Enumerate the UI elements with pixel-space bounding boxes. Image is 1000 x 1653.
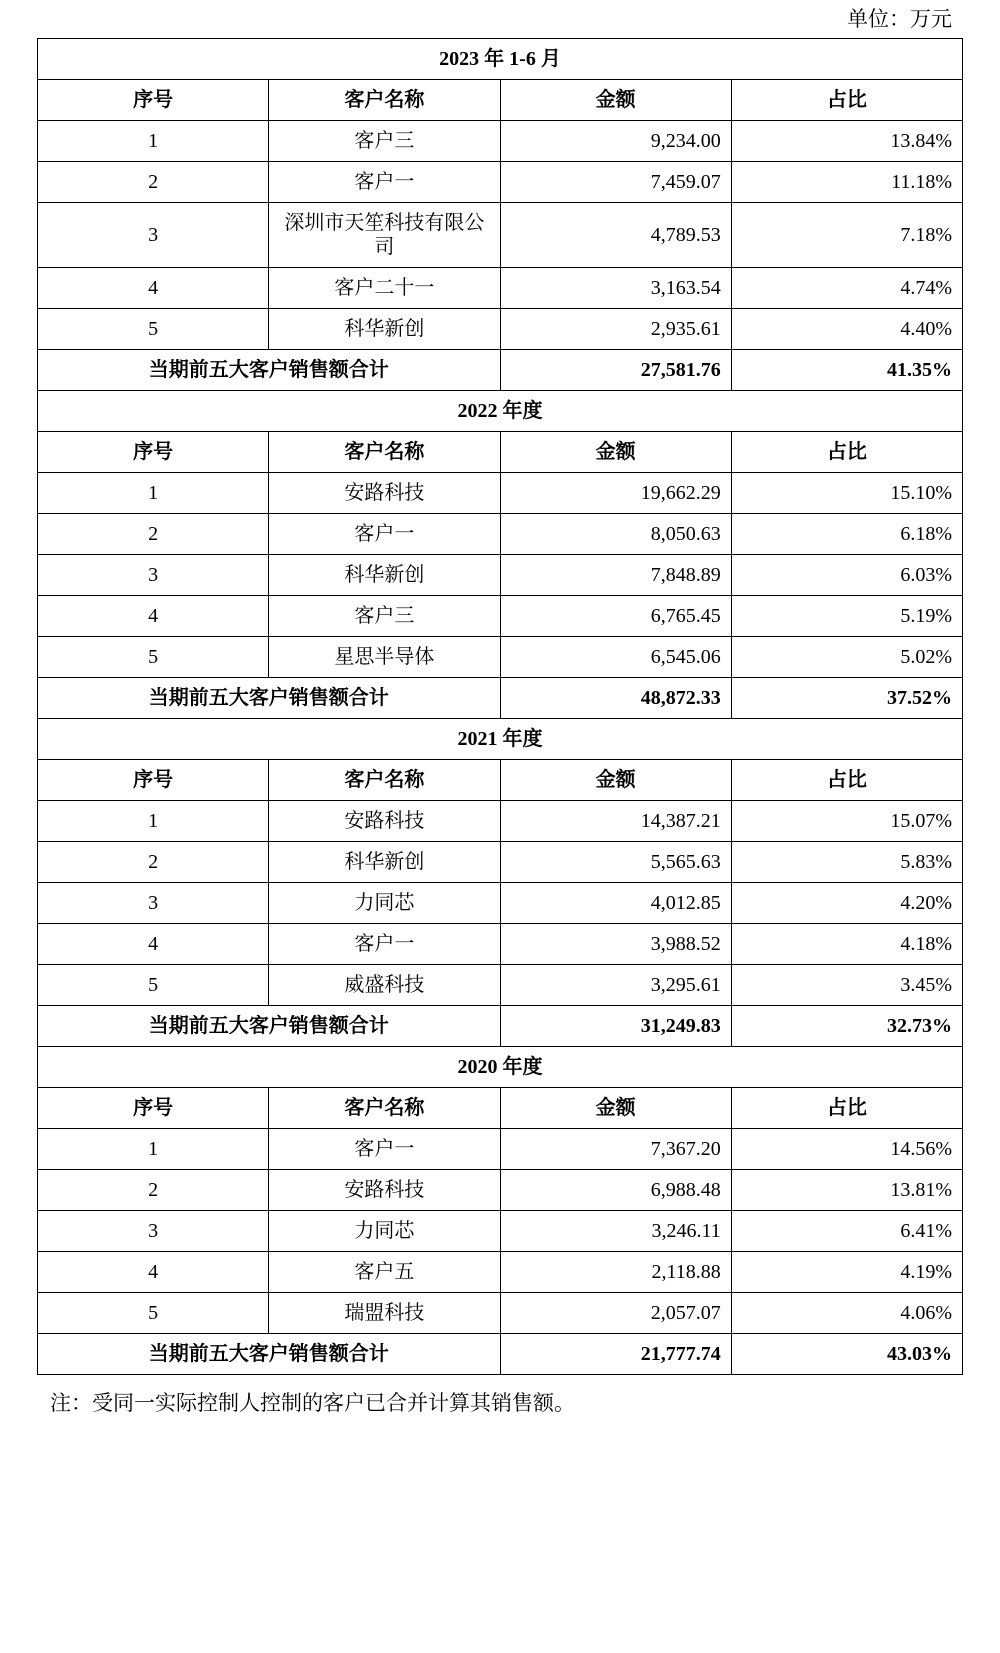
top-customers-table bbox=[37, 38, 963, 1375]
column-header-2: 金额 bbox=[500, 760, 731, 801]
cell-pct: 13.81% bbox=[731, 1170, 962, 1211]
cell-name: 安路科技 bbox=[269, 801, 500, 842]
cell-no: 5 bbox=[38, 637, 269, 678]
cell-name: 科华新创 bbox=[269, 842, 500, 883]
total-pct: 32.73% bbox=[731, 1006, 962, 1047]
column-header-row bbox=[38, 1088, 963, 1129]
cell-no: 4 bbox=[38, 268, 269, 309]
cell-no: 5 bbox=[38, 1293, 269, 1334]
cell-amount: 3,163.54 bbox=[500, 268, 731, 309]
total-amount: 48,872.33 bbox=[500, 678, 731, 719]
table-note: 注：受同一实际控制人控制的客户已合并计算其销售额。 bbox=[50, 1391, 575, 1415]
cell-pct: 15.07% bbox=[731, 801, 962, 842]
column-header-1: 客户名称 bbox=[269, 1088, 500, 1129]
column-header-0: 序号 bbox=[38, 760, 269, 801]
cell-no: 4 bbox=[38, 1252, 269, 1293]
cell-name: 威盛科技 bbox=[269, 965, 500, 1006]
period-title: 2020 年度 bbox=[38, 1047, 963, 1088]
table-row bbox=[38, 514, 963, 555]
total-label: 当期前五大客户销售额合计 bbox=[38, 1006, 501, 1047]
column-header-2: 金额 bbox=[500, 1088, 731, 1129]
table-row bbox=[38, 1293, 963, 1334]
cell-pct: 5.02% bbox=[731, 637, 962, 678]
cell-no: 2 bbox=[38, 1170, 269, 1211]
cell-name: 星思半导体 bbox=[269, 637, 500, 678]
column-header-0: 序号 bbox=[38, 1088, 269, 1129]
total-row bbox=[38, 1006, 963, 1047]
cell-no: 5 bbox=[38, 309, 269, 350]
column-header-row bbox=[38, 80, 963, 121]
column-header-3: 占比 bbox=[731, 760, 962, 801]
column-header-2: 金额 bbox=[500, 80, 731, 121]
cell-amount: 7,367.20 bbox=[500, 1129, 731, 1170]
cell-pct: 6.18% bbox=[731, 514, 962, 555]
cell-amount: 7,848.89 bbox=[500, 555, 731, 596]
table-row bbox=[38, 637, 963, 678]
cell-no: 1 bbox=[38, 1129, 269, 1170]
period-title-row bbox=[38, 391, 963, 432]
column-header-0: 序号 bbox=[38, 432, 269, 473]
cell-amount: 6,765.45 bbox=[500, 596, 731, 637]
total-pct: 43.03% bbox=[731, 1334, 962, 1375]
unit-label: 单位：万元 bbox=[847, 7, 952, 31]
cell-amount: 3,988.52 bbox=[500, 924, 731, 965]
cell-name: 安路科技 bbox=[269, 473, 500, 514]
cell-amount: 6,988.48 bbox=[500, 1170, 731, 1211]
cell-no: 2 bbox=[38, 842, 269, 883]
cell-pct: 5.83% bbox=[731, 842, 962, 883]
cell-name: 客户二十一 bbox=[269, 268, 500, 309]
table-row bbox=[38, 883, 963, 924]
cell-pct: 4.06% bbox=[731, 1293, 962, 1334]
cell-no: 4 bbox=[38, 924, 269, 965]
table-row bbox=[38, 203, 963, 268]
cell-name: 客户一 bbox=[269, 924, 500, 965]
cell-name: 深圳市天笙科技有限公司 bbox=[269, 203, 500, 268]
column-header-1: 客户名称 bbox=[269, 80, 500, 121]
cell-pct: 4.19% bbox=[731, 1252, 962, 1293]
cell-no: 3 bbox=[38, 203, 269, 268]
column-header-2: 金额 bbox=[500, 432, 731, 473]
table-row bbox=[38, 268, 963, 309]
period-title-row bbox=[38, 39, 963, 80]
cell-no: 5 bbox=[38, 965, 269, 1006]
cell-name: 力同芯 bbox=[269, 883, 500, 924]
cell-amount: 2,057.07 bbox=[500, 1293, 731, 1334]
cell-pct: 5.19% bbox=[731, 596, 962, 637]
cell-amount: 14,387.21 bbox=[500, 801, 731, 842]
cell-name: 客户三 bbox=[269, 596, 500, 637]
cell-name: 科华新创 bbox=[269, 309, 500, 350]
column-header-row bbox=[38, 432, 963, 473]
total-pct: 41.35% bbox=[731, 350, 962, 391]
cell-pct: 4.74% bbox=[731, 268, 962, 309]
cell-name: 客户五 bbox=[269, 1252, 500, 1293]
total-row bbox=[38, 678, 963, 719]
cell-amount: 6,545.06 bbox=[500, 637, 731, 678]
cell-amount: 3,246.11 bbox=[500, 1211, 731, 1252]
cell-no: 3 bbox=[38, 883, 269, 924]
cell-amount: 4,789.53 bbox=[500, 203, 731, 268]
table-row bbox=[38, 1129, 963, 1170]
cell-pct: 4.40% bbox=[731, 309, 962, 350]
column-header-3: 占比 bbox=[731, 432, 962, 473]
table-row bbox=[38, 924, 963, 965]
cell-pct: 11.18% bbox=[731, 162, 962, 203]
period-title: 2021 年度 bbox=[38, 719, 963, 760]
total-row bbox=[38, 350, 963, 391]
cell-no: 3 bbox=[38, 555, 269, 596]
table-row bbox=[38, 555, 963, 596]
cell-name: 力同芯 bbox=[269, 1211, 500, 1252]
table-row bbox=[38, 801, 963, 842]
cell-pct: 4.20% bbox=[731, 883, 962, 924]
table-row bbox=[38, 1211, 963, 1252]
cell-amount: 9,234.00 bbox=[500, 121, 731, 162]
total-label: 当期前五大客户销售额合计 bbox=[38, 678, 501, 719]
table-row bbox=[38, 162, 963, 203]
cell-no: 1 bbox=[38, 801, 269, 842]
total-amount: 31,249.83 bbox=[500, 1006, 731, 1047]
cell-amount: 4,012.85 bbox=[500, 883, 731, 924]
cell-name: 客户一 bbox=[269, 1129, 500, 1170]
cell-name: 瑞盟科技 bbox=[269, 1293, 500, 1334]
cell-pct: 4.18% bbox=[731, 924, 962, 965]
table-row bbox=[38, 596, 963, 637]
table-row bbox=[38, 473, 963, 514]
table-row bbox=[38, 965, 963, 1006]
cell-no: 1 bbox=[38, 473, 269, 514]
cell-no: 2 bbox=[38, 162, 269, 203]
cell-amount: 19,662.29 bbox=[500, 473, 731, 514]
cell-no: 3 bbox=[38, 1211, 269, 1252]
cell-name: 科华新创 bbox=[269, 555, 500, 596]
table-row bbox=[38, 1252, 963, 1293]
cell-no: 2 bbox=[38, 514, 269, 555]
table-row bbox=[38, 1170, 963, 1211]
total-label: 当期前五大客户销售额合计 bbox=[38, 1334, 501, 1375]
cell-pct: 13.84% bbox=[731, 121, 962, 162]
total-amount: 21,777.74 bbox=[500, 1334, 731, 1375]
period-title: 2022 年度 bbox=[38, 391, 963, 432]
cell-name: 安路科技 bbox=[269, 1170, 500, 1211]
total-row bbox=[38, 1334, 963, 1375]
table-row bbox=[38, 309, 963, 350]
cell-pct: 15.10% bbox=[731, 473, 962, 514]
column-header-1: 客户名称 bbox=[269, 760, 500, 801]
column-header-row bbox=[38, 760, 963, 801]
column-header-0: 序号 bbox=[38, 80, 269, 121]
cell-pct: 3.45% bbox=[731, 965, 962, 1006]
column-header-3: 占比 bbox=[731, 80, 962, 121]
cell-amount: 8,050.63 bbox=[500, 514, 731, 555]
cell-pct: 7.18% bbox=[731, 203, 962, 268]
column-header-3: 占比 bbox=[731, 1088, 962, 1129]
period-title-row bbox=[38, 719, 963, 760]
total-label: 当期前五大客户销售额合计 bbox=[38, 350, 501, 391]
cell-amount: 2,118.88 bbox=[500, 1252, 731, 1293]
cell-no: 4 bbox=[38, 596, 269, 637]
cell-name: 客户一 bbox=[269, 514, 500, 555]
column-header-1: 客户名称 bbox=[269, 432, 500, 473]
cell-amount: 5,565.63 bbox=[500, 842, 731, 883]
cell-no: 1 bbox=[38, 121, 269, 162]
table-row bbox=[38, 121, 963, 162]
cell-pct: 6.03% bbox=[731, 555, 962, 596]
table-body bbox=[38, 39, 963, 1375]
cell-name: 客户一 bbox=[269, 162, 500, 203]
cell-amount: 2,935.61 bbox=[500, 309, 731, 350]
total-amount: 27,581.76 bbox=[500, 350, 731, 391]
period-title: 2023 年 1-6 月 bbox=[38, 39, 963, 80]
total-pct: 37.52% bbox=[731, 678, 962, 719]
cell-pct: 6.41% bbox=[731, 1211, 962, 1252]
cell-name: 客户三 bbox=[269, 121, 500, 162]
cell-amount: 7,459.07 bbox=[500, 162, 731, 203]
table-row bbox=[38, 842, 963, 883]
cell-amount: 3,295.61 bbox=[500, 965, 731, 1006]
period-title-row bbox=[38, 1047, 963, 1088]
cell-pct: 14.56% bbox=[731, 1129, 962, 1170]
